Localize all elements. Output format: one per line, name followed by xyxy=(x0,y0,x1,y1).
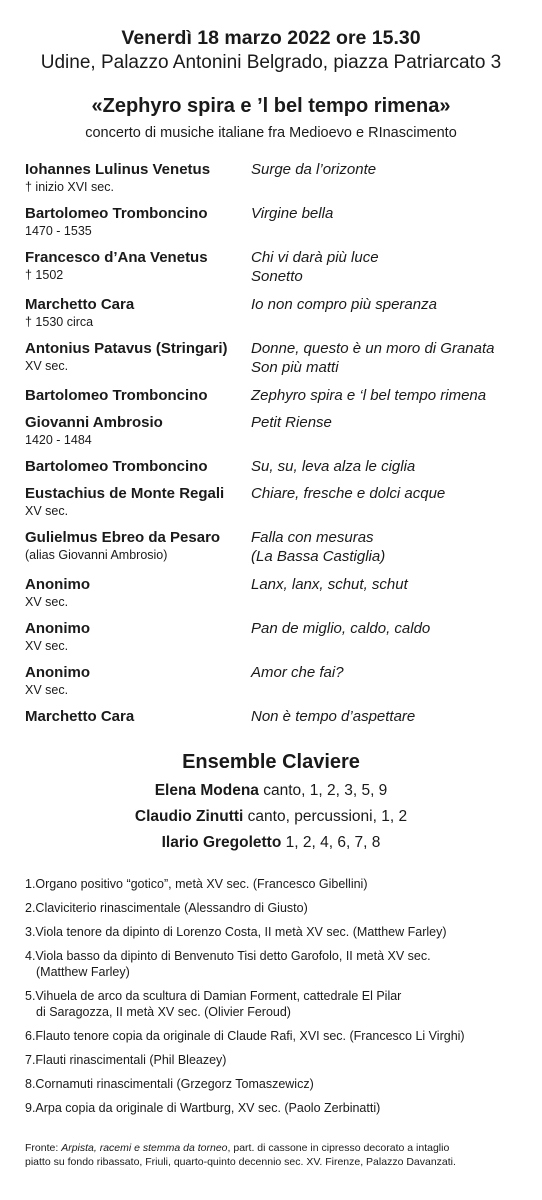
composer-dates: † 1502 xyxy=(25,268,64,282)
performer-role: canto, percussioni, 1, 2 xyxy=(243,808,408,825)
instrument-text: 4.Viola basso da dipinto di Benvenuto Tisi detto Garofolo, II metà XV sec. xyxy=(25,949,431,963)
instrument-item xyxy=(25,876,530,892)
instrument-text: 8.Cornamuti rinascimentali (Grzegorz Tomaszewicz) xyxy=(25,1077,314,1091)
works xyxy=(251,413,525,457)
composer-dates: (alias Giovanni Ambrosio) xyxy=(25,548,168,562)
composer xyxy=(25,204,251,248)
composer-name: Gulielmus Ebreo da Pesaro xyxy=(25,529,221,546)
work-title: Donne, questo è un moro di Granata xyxy=(251,340,495,357)
composer-dates: XV sec. xyxy=(25,639,69,653)
composer xyxy=(25,413,251,457)
instrument-item xyxy=(25,1052,530,1068)
concert-date: Venerdì 18 marzo 2022 ore 15.30 xyxy=(121,27,421,49)
composer xyxy=(25,663,251,707)
works xyxy=(251,484,525,528)
works xyxy=(251,386,525,413)
instrument-text: 2.Claviciterio rinascimentale (Alessandro di Giusto) xyxy=(25,901,308,915)
program-row xyxy=(25,528,525,575)
performer-name: Claudio Zinutti xyxy=(134,808,244,825)
work-title: (La Bassa Castiglia) xyxy=(251,548,386,565)
program-row xyxy=(25,160,525,204)
instrument-text: 9.Arpa copia da originale di Wartburg, XV sec. (Paolo Zerbinatti) xyxy=(25,1101,381,1115)
composer-dates: 1470 - 1535 xyxy=(25,224,92,238)
program-row xyxy=(25,619,525,663)
instrument-item xyxy=(25,900,530,916)
instrument-text: 5.Vihuela de arco da scultura di Damian Forment, cattedrale El Pilar xyxy=(25,989,402,1003)
composer xyxy=(25,160,251,204)
works xyxy=(251,248,525,295)
instrument-text: 3.Viola tenore da dipinto di Lorenzo Costa, II metà XV sec. (Matthew Farley) xyxy=(25,925,447,939)
program-list xyxy=(25,160,525,737)
ensemble-name: Ensemble Claviere xyxy=(182,751,360,773)
work-title: Surge da l’orizonte xyxy=(251,161,377,178)
program-row xyxy=(25,413,525,457)
work-title: Petit Riense xyxy=(251,414,332,431)
program-row xyxy=(25,248,525,295)
program-row xyxy=(25,484,525,528)
works xyxy=(251,457,525,484)
composer-dates: † 1530 circa xyxy=(25,315,94,329)
composer xyxy=(25,248,251,295)
work-title: Falla con mesuras xyxy=(251,529,374,546)
works xyxy=(251,575,525,619)
work-title: Chi vi darà più luce xyxy=(251,249,379,266)
works xyxy=(251,663,525,707)
performer xyxy=(0,833,542,859)
composer-dates: XV sec. xyxy=(25,683,69,697)
performers-list xyxy=(0,781,542,859)
composer-name: Antonius Patavus (Stringari) xyxy=(25,340,228,357)
work-title: Virgine bella xyxy=(251,205,334,222)
work-title: Amor che fai? xyxy=(251,664,344,681)
work-title: Non è tempo d’aspettare xyxy=(251,708,416,725)
composer-name: Giovanni Ambrosio xyxy=(25,414,163,431)
instrument-text: 6.Flauto tenore copia da originale di Claude Rafi, XVI sec. (Francesco Li Virghi) xyxy=(25,1029,465,1043)
composer-name: Anonimo xyxy=(25,576,90,593)
program-row xyxy=(25,575,525,619)
composer xyxy=(25,619,251,663)
instrument-item xyxy=(25,948,530,980)
composer xyxy=(25,386,251,413)
composer-name: Marchetto Cara xyxy=(25,296,135,313)
composer xyxy=(25,707,251,737)
performer xyxy=(0,781,542,807)
instrument-text-continued: (Matthew Farley) xyxy=(36,965,130,979)
program-row xyxy=(25,707,525,737)
work-title: Chiare, fresche e dolci acque xyxy=(251,485,446,502)
work-title: Io non compro più speranza xyxy=(251,296,437,313)
composer xyxy=(25,295,251,339)
program-row xyxy=(25,663,525,707)
performer-role: canto, 1, 2, 3, 5, 9 xyxy=(258,782,388,799)
concert-title: «Zephyro spira e ’l bel tempo rimena» xyxy=(91,95,451,117)
concert-venue: Udine, Palazzo Antonini Belgrado, piazza Patriarcato 3 xyxy=(40,52,502,73)
performer-role: 1, 2, 4, 6, 7, 8 xyxy=(281,834,381,851)
instrument-text: 7.Flauti rinascimentali (Phil Bleazey) xyxy=(25,1053,227,1067)
performer-name: Elena Modena xyxy=(154,782,259,799)
composer-dates: XV sec. xyxy=(25,595,69,609)
composer-name: Anonimo xyxy=(25,620,90,637)
instrument-item xyxy=(25,1076,530,1092)
program-row xyxy=(25,457,525,484)
composer-dates: 1420 - 1484 xyxy=(25,433,92,447)
works xyxy=(251,619,525,663)
credit-artwork-title: Arpista, racemi e stemma da torneo xyxy=(61,1142,228,1154)
instrument-item xyxy=(25,1100,530,1116)
composer-name: Bartolomeo Tromboncino xyxy=(25,387,208,404)
instruments-list xyxy=(25,876,530,1124)
composer xyxy=(25,339,251,386)
concert-subtitle: concerto di musiche italiane fra Medioevo e RInascimento xyxy=(85,125,457,141)
program-row xyxy=(25,295,525,339)
image-credit xyxy=(25,1141,530,1169)
work-title: Pan de miglio, caldo, caldo xyxy=(251,620,431,637)
works xyxy=(251,707,525,737)
instrument-item xyxy=(25,924,530,940)
instrument-item xyxy=(25,988,530,1020)
works xyxy=(251,204,525,248)
work-title: Sonetto xyxy=(251,268,303,285)
credit-description: , part. di cassone in cipresso decorato a intaglio xyxy=(227,1142,450,1154)
composer-name: Iohannes Lulinus Venetus xyxy=(25,161,211,178)
composer-dates: XV sec. xyxy=(25,504,69,518)
program-row xyxy=(25,386,525,413)
credit-prefix: Fronte: xyxy=(25,1142,62,1154)
instrument-item xyxy=(25,1028,530,1044)
composer-name: Marchetto Cara xyxy=(25,708,135,725)
instrument-text: 1.Organo positivo “gotico”, metà XV sec. (Francesco Gibellini) xyxy=(25,877,368,891)
performer xyxy=(0,807,542,833)
work-title: Lanx, lanx, schut, schut xyxy=(251,576,408,593)
program-row xyxy=(25,204,525,248)
work-title: Zephyro spira e ‘l bel tempo rimena xyxy=(251,387,487,404)
composer xyxy=(25,528,251,575)
work-title: Su, su, leva alza le ciglia xyxy=(251,458,416,475)
image-credit-line-1 xyxy=(25,1141,530,1155)
composer-name: Bartolomeo Tromboncino xyxy=(25,458,208,475)
composer xyxy=(25,484,251,528)
composer xyxy=(25,575,251,619)
works xyxy=(251,295,525,339)
program-row xyxy=(25,339,525,386)
works xyxy=(251,339,525,386)
performer-name: Ilario Gregoletto xyxy=(161,834,282,851)
composer-name: Eustachius de Monte Regali xyxy=(25,485,225,502)
works xyxy=(251,528,525,575)
composer-dates: † inizio XVI sec. xyxy=(25,180,114,194)
composer-name: Bartolomeo Tromboncino xyxy=(25,205,208,222)
composer-name: Anonimo xyxy=(25,664,90,681)
instrument-text-continued: di Saragozza, II metà XV sec. (Olivier Feroud) xyxy=(36,1005,291,1019)
composer xyxy=(25,457,251,484)
image-credit-line-2: piatto su fondo ribassato, Friuli, quarto-quinto decennio sec. XV. Firenze, Palazzo Davanzati. xyxy=(25,1156,456,1168)
composer-dates: XV sec. xyxy=(25,359,69,373)
composer-name: Francesco d’Ana Venetus xyxy=(25,249,208,266)
works xyxy=(251,160,525,204)
work-title: Son più matti xyxy=(251,359,339,376)
